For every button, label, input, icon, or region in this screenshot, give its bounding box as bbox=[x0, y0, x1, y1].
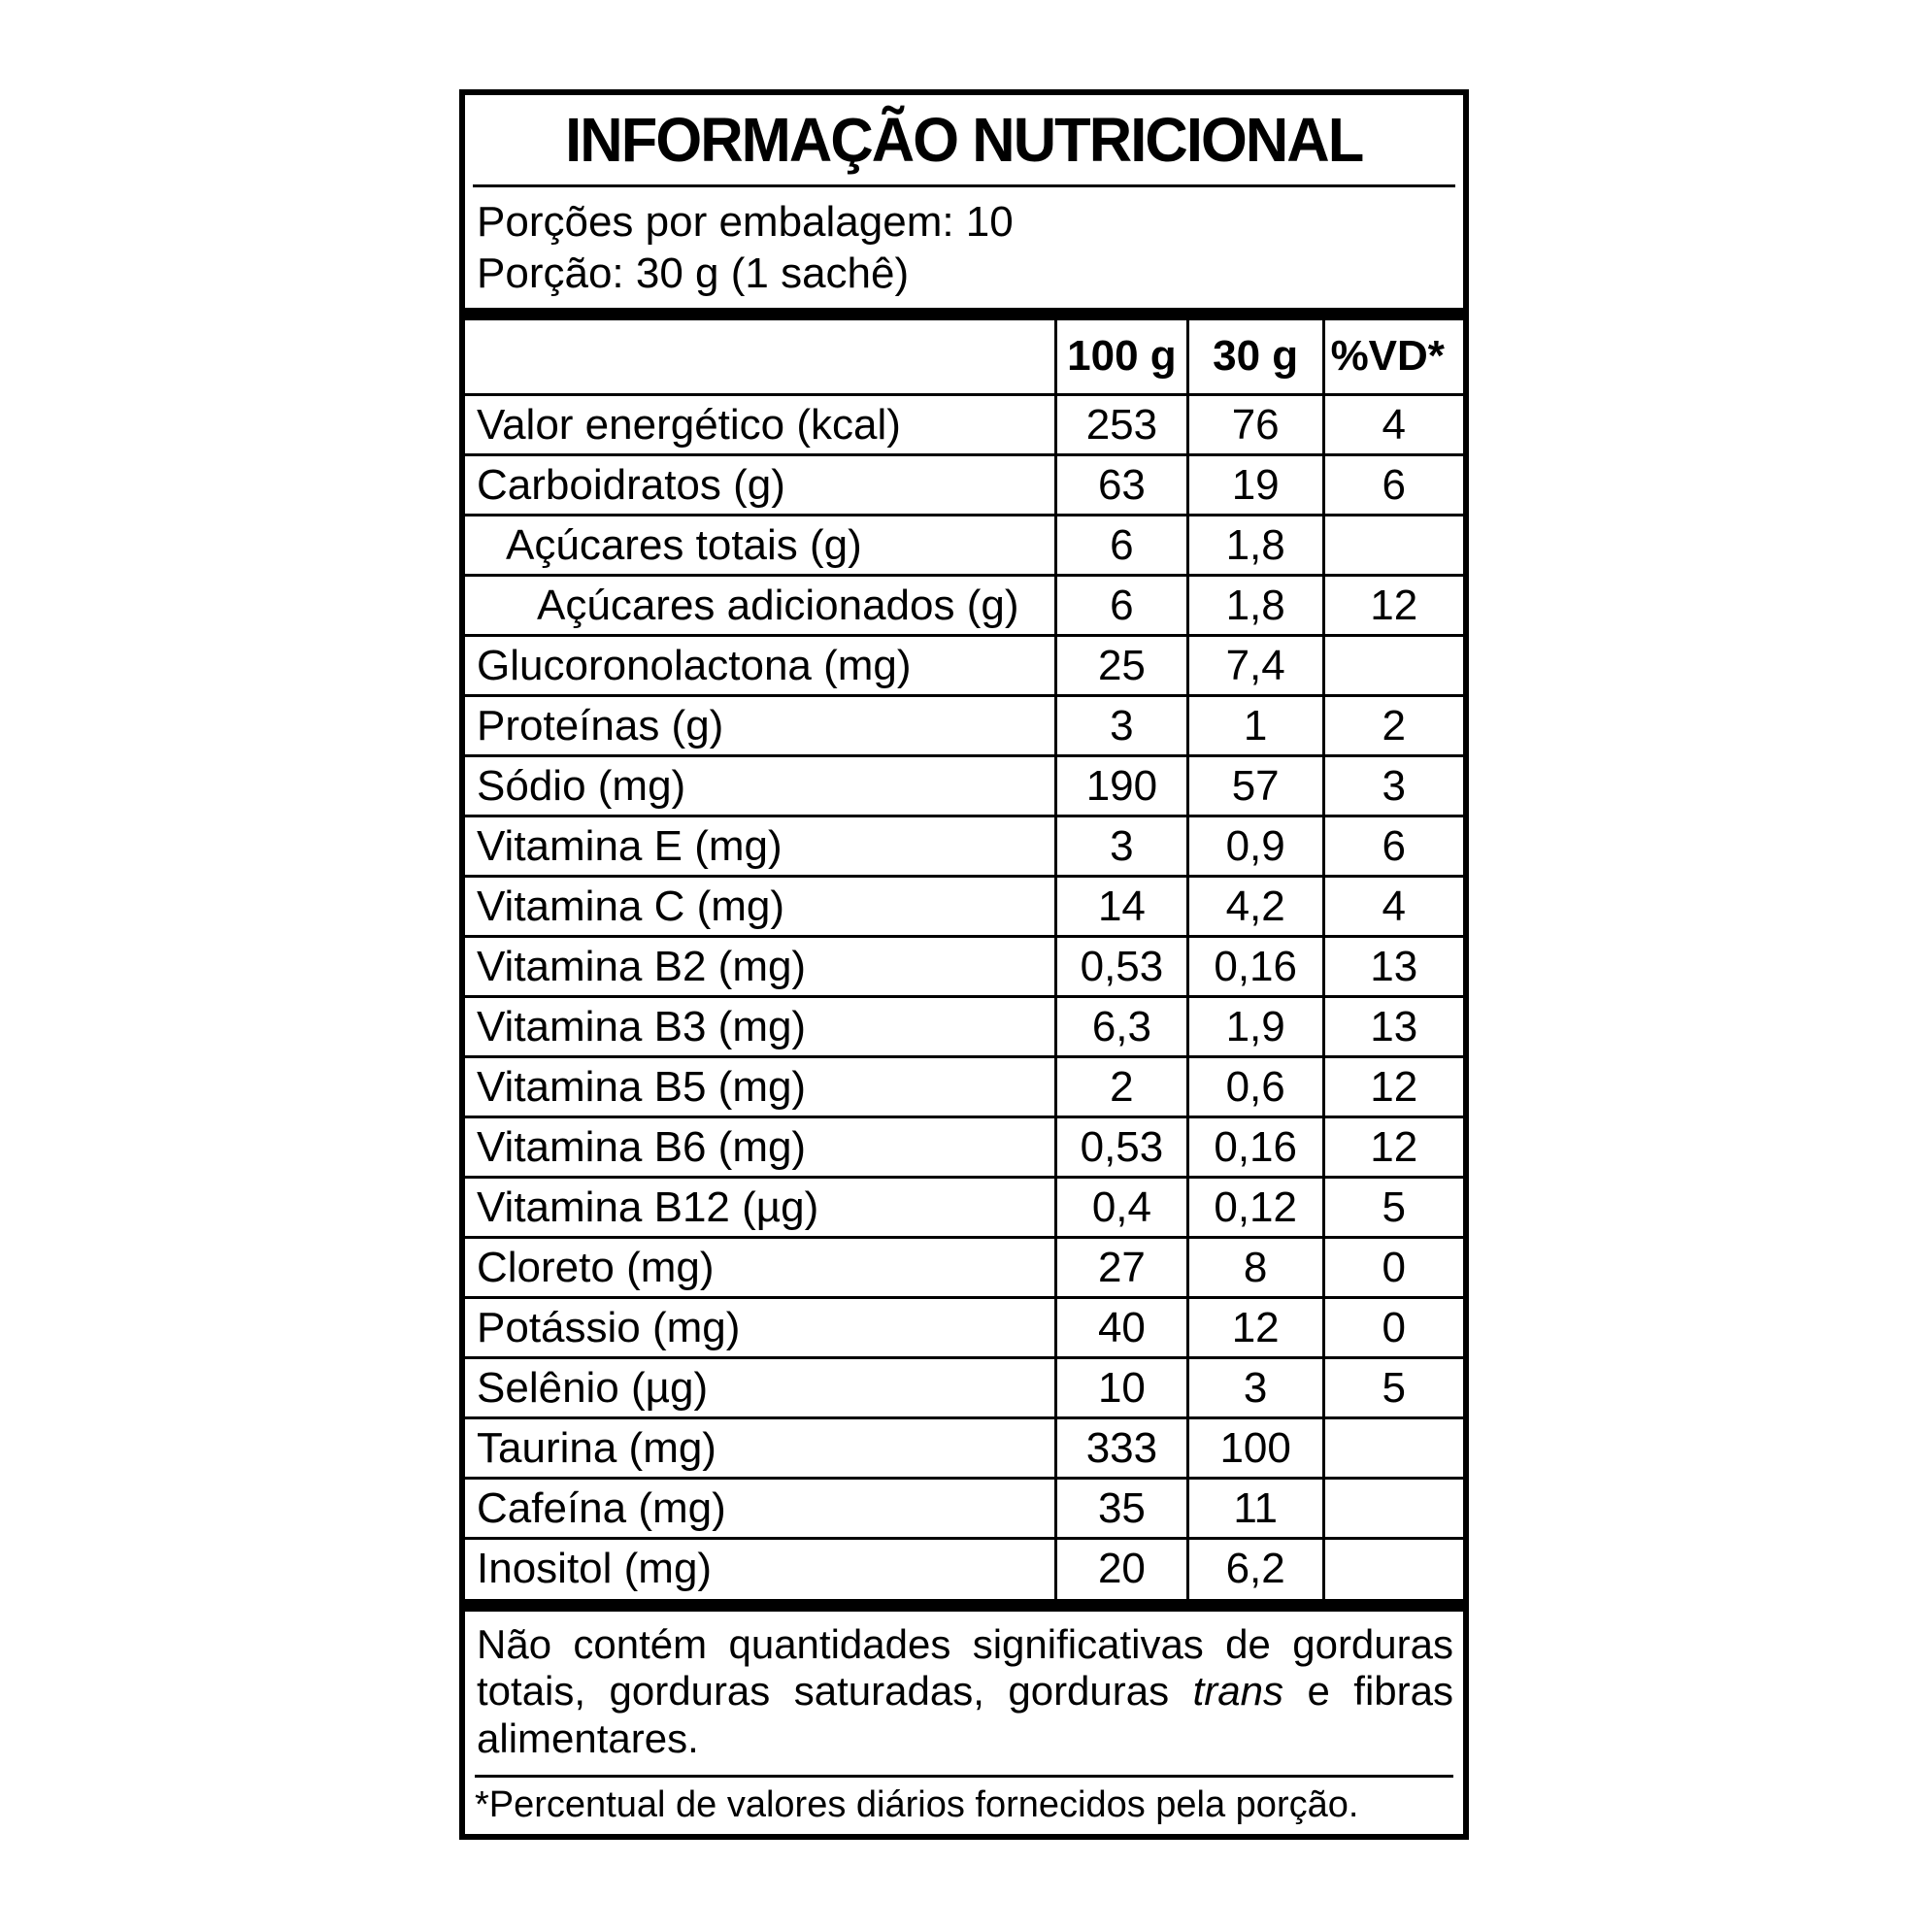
value-per-100g: 2 bbox=[1056, 1057, 1188, 1117]
table-row bbox=[465, 1057, 1463, 1117]
table-row bbox=[465, 1539, 1463, 1599]
table-row bbox=[465, 997, 1463, 1057]
value-daily-percent: 4 bbox=[1323, 395, 1463, 455]
value-daily-percent: 5 bbox=[1323, 1358, 1463, 1418]
value-per-30g: 1,8 bbox=[1187, 576, 1323, 636]
fat-note bbox=[465, 1612, 1463, 1769]
value-per-30g: 100 bbox=[1187, 1418, 1323, 1479]
value-daily-percent: 2 bbox=[1323, 696, 1463, 756]
value-per-30g: 12 bbox=[1187, 1298, 1323, 1358]
nutrient-name: Açúcares totais (g) bbox=[465, 516, 1056, 576]
value-per-100g: 333 bbox=[1056, 1418, 1188, 1479]
value-per-30g: 7,4 bbox=[1187, 636, 1323, 696]
table-row bbox=[465, 816, 1463, 877]
value-daily-percent: 4 bbox=[1323, 877, 1463, 937]
value-per-30g: 76 bbox=[1187, 395, 1323, 455]
table-row bbox=[465, 1117, 1463, 1178]
value-per-30g: 8 bbox=[1187, 1238, 1323, 1298]
column-header-empty bbox=[465, 320, 1056, 395]
value-daily-percent bbox=[1323, 1479, 1463, 1539]
servings-per-package: Porções por embalagem: 10 bbox=[477, 198, 1014, 246]
value-per-30g: 0,16 bbox=[1187, 937, 1323, 997]
serving-info bbox=[465, 187, 1463, 308]
table-row bbox=[465, 516, 1463, 576]
nutrient-name: Taurina (mg) bbox=[465, 1418, 1056, 1479]
title-wrap bbox=[465, 95, 1463, 184]
page-title: INFORMAÇÃO NUTRICIONAL bbox=[565, 105, 1363, 175]
value-per-100g: 0,53 bbox=[1056, 1117, 1188, 1178]
bottom-thick-bar bbox=[465, 1599, 1463, 1612]
top-thick-bar bbox=[465, 308, 1463, 320]
fat-note-text: Não contém quantidades significativas de gorduras totais, gorduras saturadas, gorduras bbox=[477, 1620, 1453, 1715]
value-daily-percent: 3 bbox=[1323, 756, 1463, 816]
value-daily-percent bbox=[1323, 636, 1463, 696]
table-row bbox=[465, 696, 1463, 756]
nutrient-name: Selênio (µg) bbox=[465, 1358, 1056, 1418]
serving-size: Porção: 30 g (1 sachê) bbox=[477, 249, 910, 297]
fat-note-italic-word: trans bbox=[1192, 1668, 1283, 1715]
table-header-row bbox=[465, 320, 1463, 395]
nutrient-name: Cafeína (mg) bbox=[465, 1479, 1056, 1539]
value-per-30g: 6,2 bbox=[1187, 1539, 1323, 1599]
value-per-30g: 0,16 bbox=[1187, 1117, 1323, 1178]
column-header-vd: %VD* bbox=[1323, 320, 1463, 395]
value-per-100g: 35 bbox=[1056, 1479, 1188, 1539]
table-row bbox=[465, 395, 1463, 455]
nutrient-name: Inositol (mg) bbox=[465, 1539, 1056, 1599]
table-row bbox=[465, 756, 1463, 816]
nutrient-name: Vitamina B12 (µg) bbox=[465, 1178, 1056, 1238]
value-per-30g: 0,9 bbox=[1187, 816, 1323, 877]
value-per-30g: 57 bbox=[1187, 756, 1323, 816]
table-row bbox=[465, 455, 1463, 516]
value-per-100g: 253 bbox=[1056, 395, 1188, 455]
table-row bbox=[465, 1479, 1463, 1539]
value-per-30g: 4,2 bbox=[1187, 877, 1323, 937]
nutrition-table bbox=[465, 320, 1463, 1599]
value-per-100g: 14 bbox=[1056, 877, 1188, 937]
value-per-30g: 0,6 bbox=[1187, 1057, 1323, 1117]
value-per-30g: 1,9 bbox=[1187, 997, 1323, 1057]
nutrient-name: Vitamina B3 (mg) bbox=[465, 997, 1056, 1057]
value-per-30g: 19 bbox=[1187, 455, 1323, 516]
value-per-100g: 3 bbox=[1056, 696, 1188, 756]
value-per-100g: 190 bbox=[1056, 756, 1188, 816]
nutrient-name: Potássio (mg) bbox=[465, 1298, 1056, 1358]
value-daily-percent: 12 bbox=[1323, 576, 1463, 636]
value-per-100g: 3 bbox=[1056, 816, 1188, 877]
nutrient-name: Glucoronolactona (mg) bbox=[465, 636, 1056, 696]
value-per-100g: 20 bbox=[1056, 1539, 1188, 1599]
value-daily-percent: 12 bbox=[1323, 1117, 1463, 1178]
table-row bbox=[465, 1298, 1463, 1358]
value-per-30g: 1 bbox=[1187, 696, 1323, 756]
value-per-100g: 63 bbox=[1056, 455, 1188, 516]
value-per-100g: 40 bbox=[1056, 1298, 1188, 1358]
nutrient-name: Valor energético (kcal) bbox=[465, 395, 1056, 455]
value-per-100g: 6 bbox=[1056, 516, 1188, 576]
nutrient-name: Cloreto (mg) bbox=[465, 1238, 1056, 1298]
table-row bbox=[465, 1178, 1463, 1238]
column-header-30g: 30 g bbox=[1187, 320, 1323, 395]
fat-note-text-end: e fibras alimentares. bbox=[477, 1668, 1453, 1762]
value-daily-percent: 5 bbox=[1323, 1178, 1463, 1238]
value-per-30g: 1,8 bbox=[1187, 516, 1323, 576]
value-daily-percent: 13 bbox=[1323, 997, 1463, 1057]
nutrition-table-body bbox=[465, 395, 1463, 1599]
nutrient-name: Proteínas (g) bbox=[465, 696, 1056, 756]
table-row bbox=[465, 636, 1463, 696]
table-row bbox=[465, 877, 1463, 937]
nutrient-name: Carboidratos (g) bbox=[465, 455, 1056, 516]
value-daily-percent: 12 bbox=[1323, 1057, 1463, 1117]
value-per-100g: 25 bbox=[1056, 636, 1188, 696]
value-per-30g: 0,12 bbox=[1187, 1178, 1323, 1238]
value-per-30g: 11 bbox=[1187, 1479, 1323, 1539]
value-per-100g: 6,3 bbox=[1056, 997, 1188, 1057]
footnote-wrap bbox=[465, 1778, 1463, 1834]
table-row bbox=[465, 1358, 1463, 1418]
value-daily-percent: 6 bbox=[1323, 816, 1463, 877]
table-row bbox=[465, 1418, 1463, 1479]
nutrient-name: Vitamina B5 (mg) bbox=[465, 1057, 1056, 1117]
nutrient-name: Vitamina E (mg) bbox=[465, 816, 1056, 877]
nutrient-name: Vitamina C (mg) bbox=[465, 877, 1056, 937]
table-row bbox=[465, 937, 1463, 997]
nutrient-name: Açúcares adicionados (g) bbox=[465, 576, 1056, 636]
table-row bbox=[465, 1238, 1463, 1298]
value-daily-percent bbox=[1323, 516, 1463, 576]
value-per-100g: 10 bbox=[1056, 1358, 1188, 1418]
value-daily-percent bbox=[1323, 1539, 1463, 1599]
value-daily-percent: 0 bbox=[1323, 1298, 1463, 1358]
value-per-30g: 3 bbox=[1187, 1358, 1323, 1418]
value-daily-percent: 6 bbox=[1323, 455, 1463, 516]
daily-value-footnote: *Percentual de valores diários fornecidos pela porção. bbox=[475, 1784, 1359, 1826]
value-daily-percent: 13 bbox=[1323, 937, 1463, 997]
nutrient-name: Vitamina B6 (mg) bbox=[465, 1117, 1056, 1178]
value-per-100g: 0,53 bbox=[1056, 937, 1188, 997]
value-daily-percent: 0 bbox=[1323, 1238, 1463, 1298]
nutrient-name: Vitamina B2 (mg) bbox=[465, 937, 1056, 997]
value-per-100g: 0,4 bbox=[1056, 1178, 1188, 1238]
value-daily-percent bbox=[1323, 1418, 1463, 1479]
column-header-100g: 100 g bbox=[1056, 320, 1188, 395]
table-row bbox=[465, 576, 1463, 636]
value-per-100g: 6 bbox=[1056, 576, 1188, 636]
value-per-100g: 27 bbox=[1056, 1238, 1188, 1298]
nutrient-name: Sódio (mg) bbox=[465, 756, 1056, 816]
nutrition-label bbox=[459, 89, 1469, 1840]
